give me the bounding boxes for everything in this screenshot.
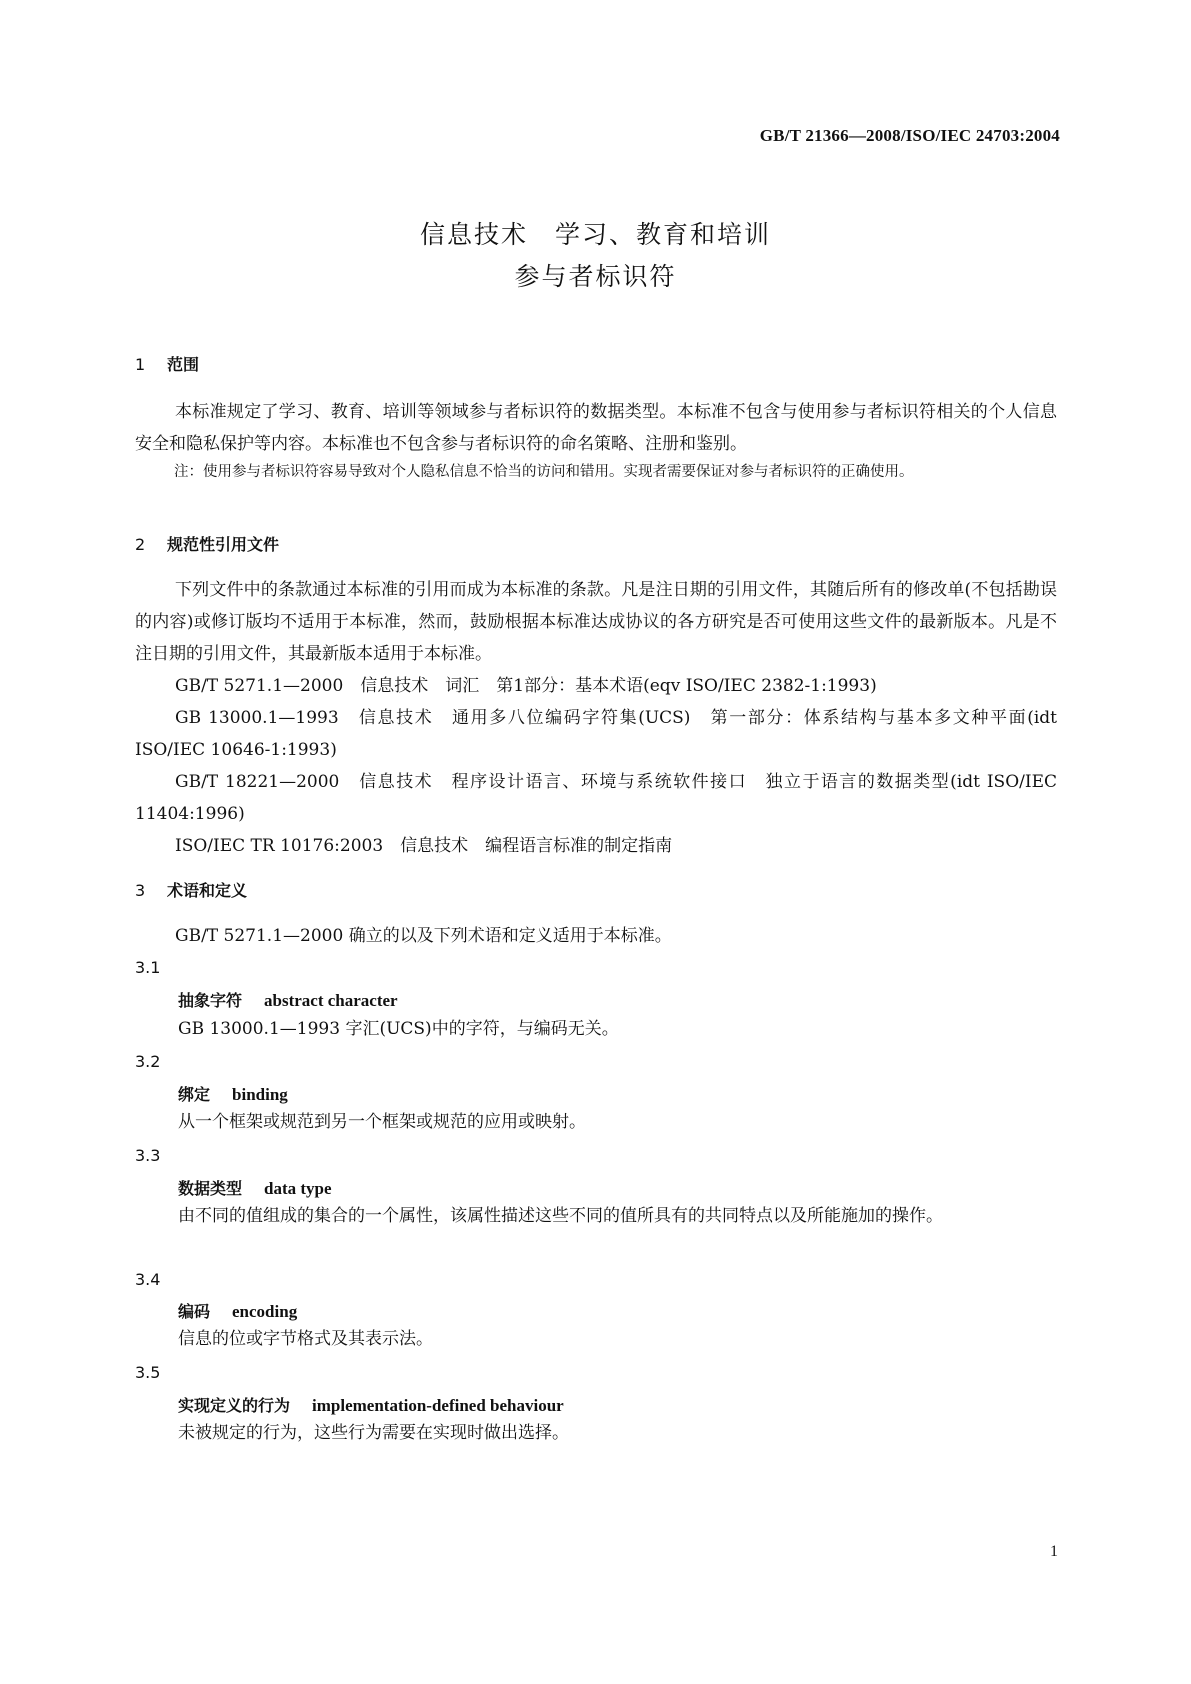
section-title: 范围	[167, 355, 200, 374]
term-english: binding	[232, 1085, 288, 1104]
term-heading	[178, 1393, 564, 1416]
standard-code-header: GB/T 21366—2008/ISO/IEC 24703:2004	[759, 126, 1060, 145]
term-english: implementation-defined behaviour	[312, 1396, 564, 1415]
title-line-2: 参与者标识符	[514, 262, 677, 291]
section-number: 3	[135, 881, 146, 900]
note-text: 注：使用参与者标识符容易导致对个人隐私信息不恰当的访问和错用。实现者需要保证对参与者标识符的正确使用。	[174, 464, 914, 480]
reference-2: GB 13000.1—1993 信息技术 通用多八位编码字符集(UCS) 第一部分：体系结构与基本多文种平面(idt ISO/IEC 10646-1:1993)	[135, 708, 1057, 760]
section-number: 2	[135, 535, 146, 554]
term-chinese: 抽象字符	[178, 991, 243, 1010]
section-title: 规范性引用文件	[167, 535, 280, 554]
term-definition: 由不同的值组成的集合的一个属性，该属性描述这些不同的值所具有的共同特点以及所能施加的操作。	[178, 1206, 943, 1226]
term-chinese: 绑定	[178, 1085, 211, 1104]
term-chinese: 编码	[178, 1302, 211, 1321]
term-definition: 从一个框架或规范到另一个框架或规范的应用或映射。	[178, 1112, 586, 1132]
term-number: 3.1	[135, 958, 161, 977]
term-chinese: 数据类型	[178, 1179, 243, 1198]
page-number: 1	[1050, 1543, 1058, 1560]
term-definition: 信息的位或字节格式及其表示法。	[178, 1329, 433, 1349]
term-number: 3.2	[135, 1052, 161, 1071]
term-english: encoding	[232, 1302, 298, 1321]
term-definition: GB 13000.1—1993 字汇(UCS)中的字符，与编码无关。	[178, 1019, 619, 1039]
section-3-heading	[135, 878, 247, 901]
section-3-intro: GB/T 5271.1—2000 确立的以及下列术语和定义适用于本标准。	[175, 926, 672, 946]
section-2-paragraph: 下列文件中的条款通过本标准的引用而成为本标准的条款。凡是注日期的引用文件，其随后所有的修改单(不包括勘误的内容)或修订版均不适用于本标准，然而，鼓励根据本标准达成协议的各方研究是否可使用这些文件的最新版本。凡是不注日期的引用文件，其最新版本适用于本标准。	[135, 580, 1057, 664]
section-2-heading	[135, 532, 279, 555]
term-definition: 未被规定的行为，这些行为需要在实现时做出选择。	[178, 1423, 569, 1443]
term-english: data type	[264, 1179, 332, 1198]
title-line-1: 信息技术 学习、教育和培训	[419, 220, 771, 249]
reference-1: GB/T 5271.1—2000 信息技术 词汇 第1部分：基本术语(eqv ISO/IEC 2382-1:1993)	[175, 676, 877, 696]
term-chinese: 实现定义的行为	[178, 1396, 291, 1415]
term-number: 3.4	[135, 1270, 161, 1289]
section-number: 1	[135, 355, 146, 374]
reference-4: ISO/IEC TR 10176:2003 信息技术 编程语言标准的制定指南	[175, 836, 673, 856]
term-number: 3.3	[135, 1146, 161, 1165]
term-heading	[178, 1176, 332, 1199]
term-heading	[178, 988, 398, 1011]
section-1-note	[174, 457, 1058, 487]
term-number: 3.5	[135, 1363, 161, 1382]
term-heading	[178, 1299, 297, 1322]
section-1-paragraph: 本标准规定了学习、教育、培训等领域参与者标识符的数据类型。本标准不包含与使用参与者标识符相关的个人信息安全和隐私保护等内容。本标准也不包含参与者标识符的命名策略、注册和鉴别。	[135, 402, 1057, 454]
section-title: 术语和定义	[167, 881, 248, 900]
reference-3: GB/T 18221—2000 信息技术 程序设计语言、环境与系统软件接口 独立于语言的数据类型(idt ISO/IEC 11404:1996)	[135, 772, 1057, 824]
term-heading	[178, 1082, 288, 1105]
term-english: abstract character	[264, 991, 398, 1010]
section-1-heading	[135, 352, 199, 375]
